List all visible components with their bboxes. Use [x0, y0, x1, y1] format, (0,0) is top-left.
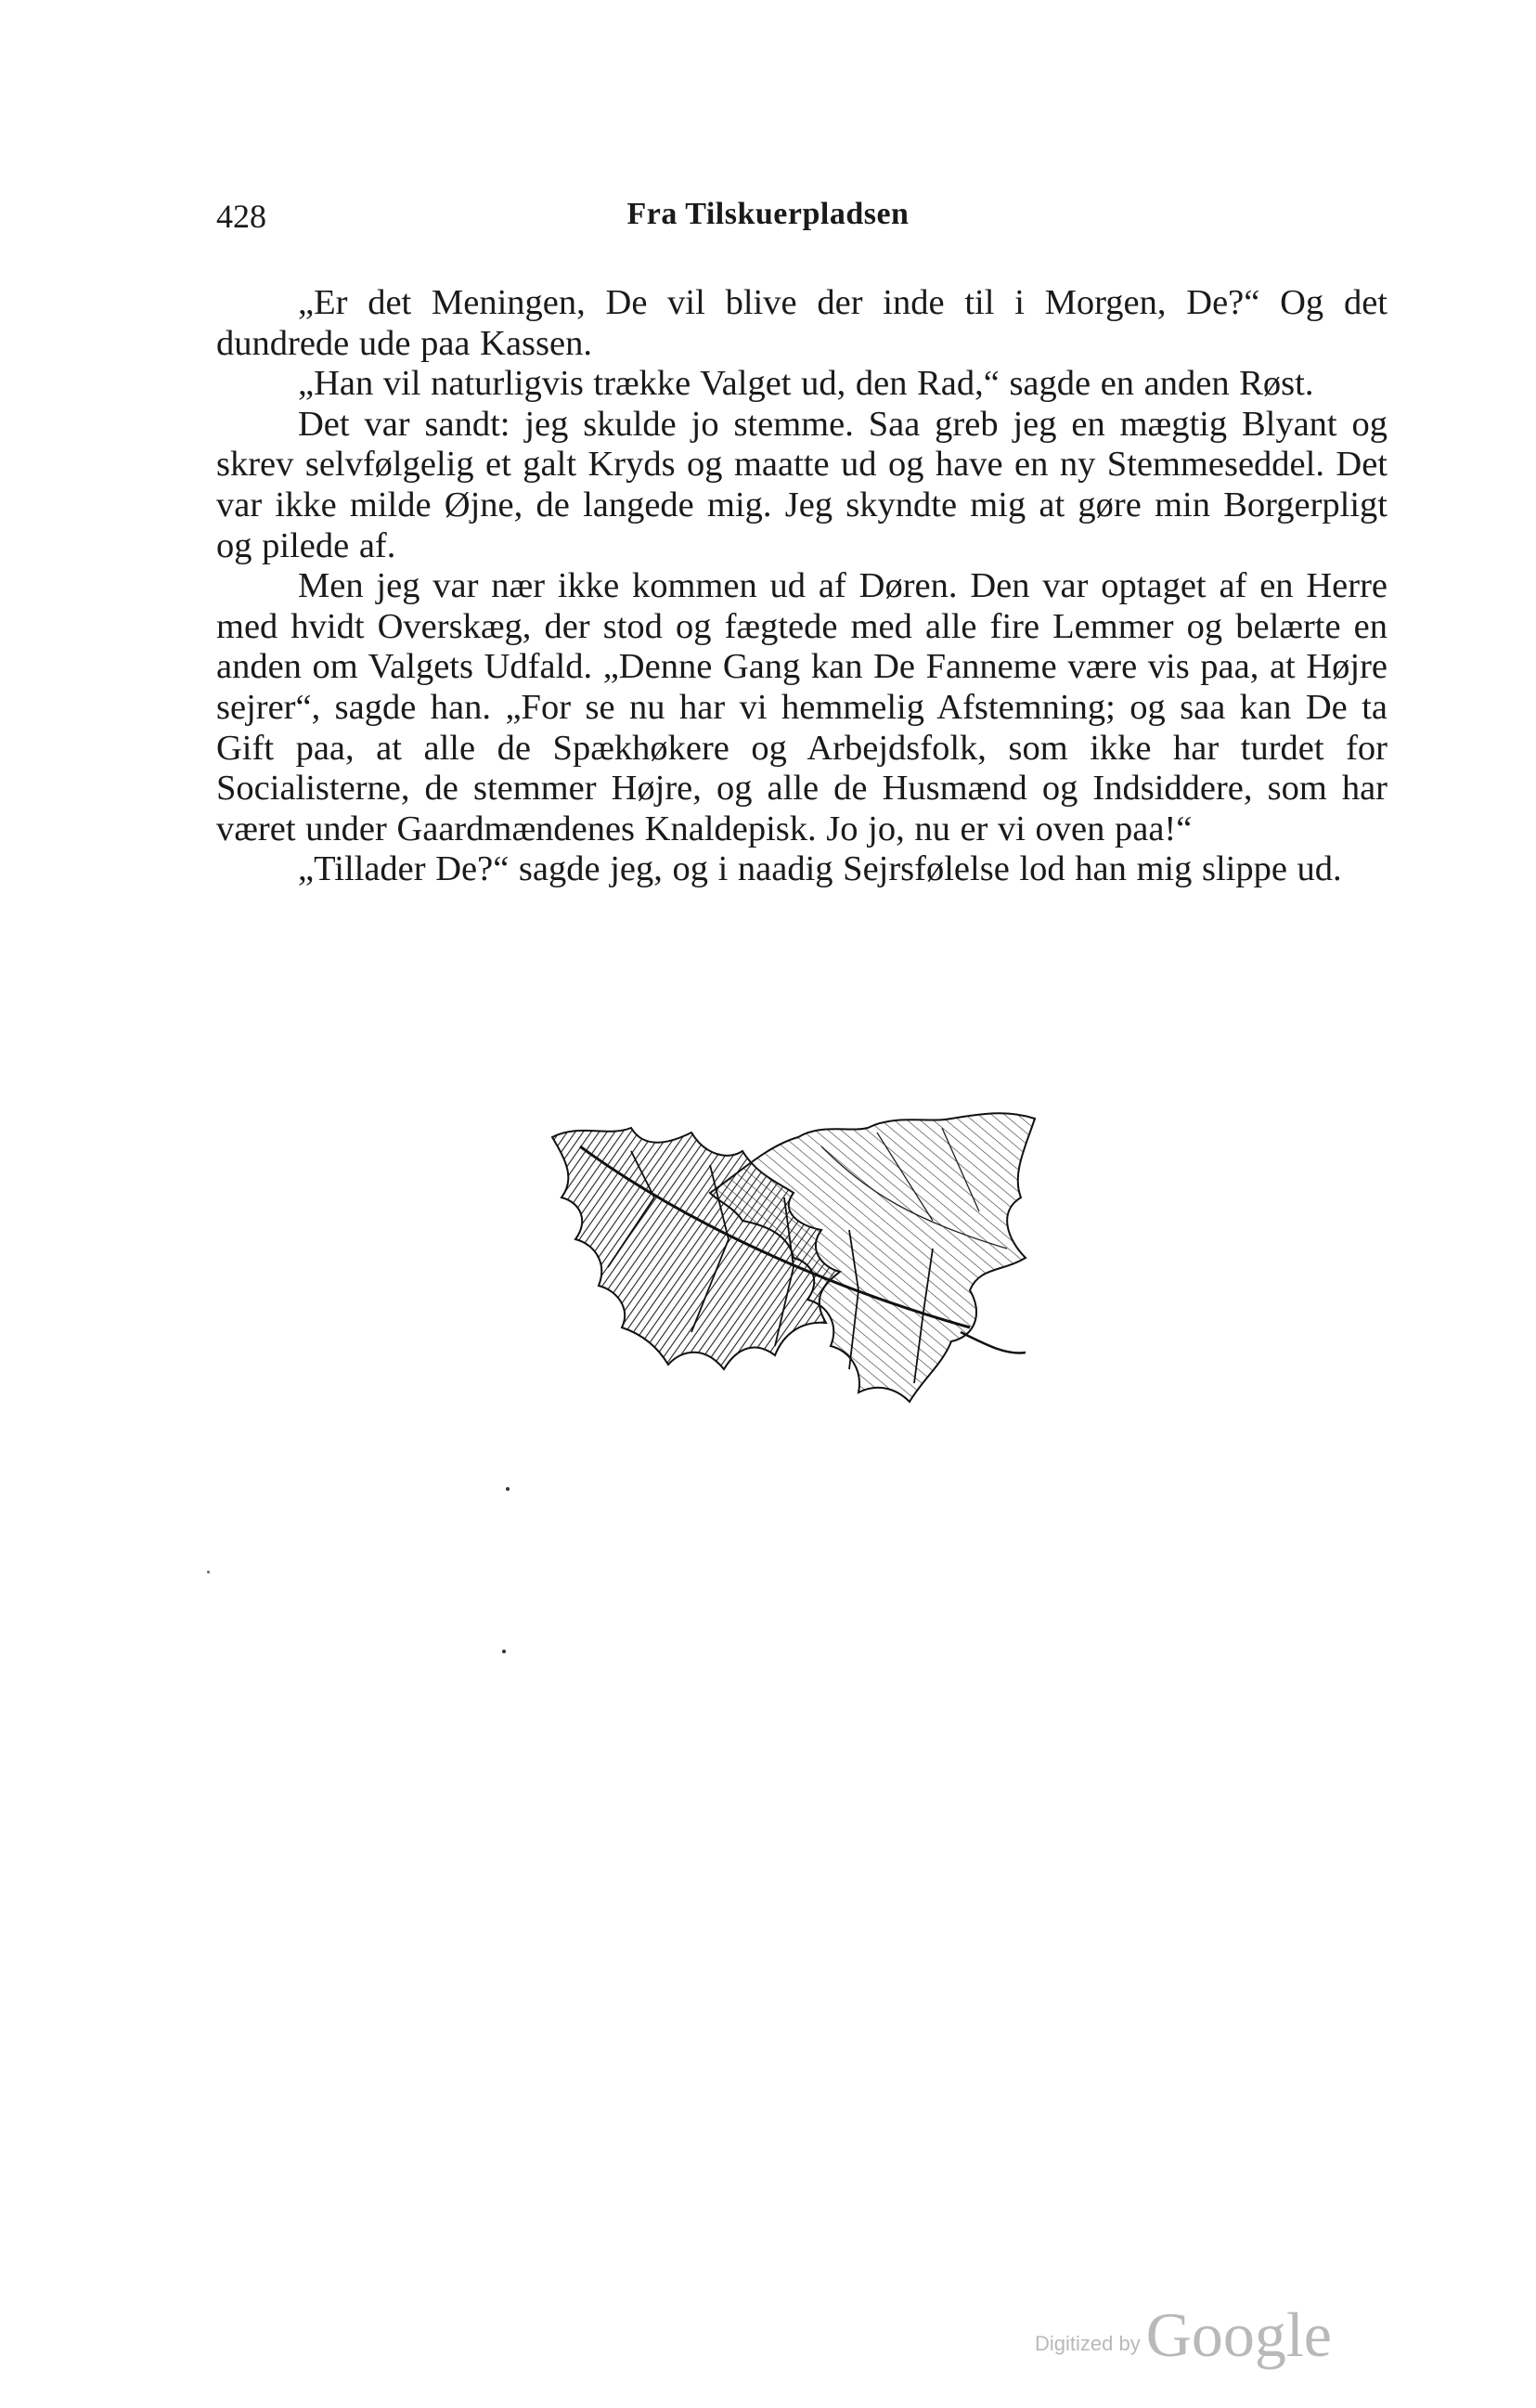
paper-speck [207, 1571, 210, 1573]
paragraph: „Tillader De?“ sagde jeg, og i naadig Sejrsfølelse lod han mig slippe ud. [298, 849, 1342, 889]
paragraph: „Er det Meningen, De vil blive der inde til i Morgen, De?“ Og det dundrede ude paa Kassen. [216, 283, 1388, 363]
paragraph: Men jeg var nær ikke kommen ud af Døren. Den var optaget af en Herre med hvidt Overskæg, der stod og fægtede med alle fire Lemmer og belærte en anden om Valgets Udfald. „Denne Gang kan De Fanneme være vis paa, at Højre sejrer“, sagde han. „For se nu har vi hemmelig Afstemning; og saa kan De ta Gift paa, at alle de Spækhøkere og Arbejdsfolk, som ikke har turdet for Socialisterne, de stemmer Højre, og alle de Husmænd og Indsiddere, som har været under Gaardmændenes Knaldepisk. Jo jo, nu er vi oven paa!“ [216, 566, 1388, 848]
page-number: 428 [216, 198, 266, 235]
running-title: Fra Tilskuerpladsen [626, 197, 910, 231]
watermark-brand: Google [1145, 2299, 1332, 2370]
watermark-prefix: Digitized by [1035, 2332, 1141, 2355]
paragraph: Det var sandt: jeg skulde jo stemme. Saa greb jeg en mægtig Blyant og skrev selvfølgelig et galt Kryds og maatte ud og have en ny Stemmeseddel. Det var ikke milde Øjne, de langede mig. Jeg skyndte mig at gøre min Borgerpligt og pilede af. [216, 404, 1388, 565]
digitization-watermark [1035, 2298, 1332, 2372]
paragraph: „Han vil naturligvis trække Valget ud, den Rad,“ sagde en anden Røst. [298, 364, 1314, 404]
paper-speck [506, 1487, 510, 1491]
paper-speck [502, 1650, 506, 1653]
oak-leaf-vignette [543, 1109, 1067, 1416]
body-text [216, 283, 1388, 890]
